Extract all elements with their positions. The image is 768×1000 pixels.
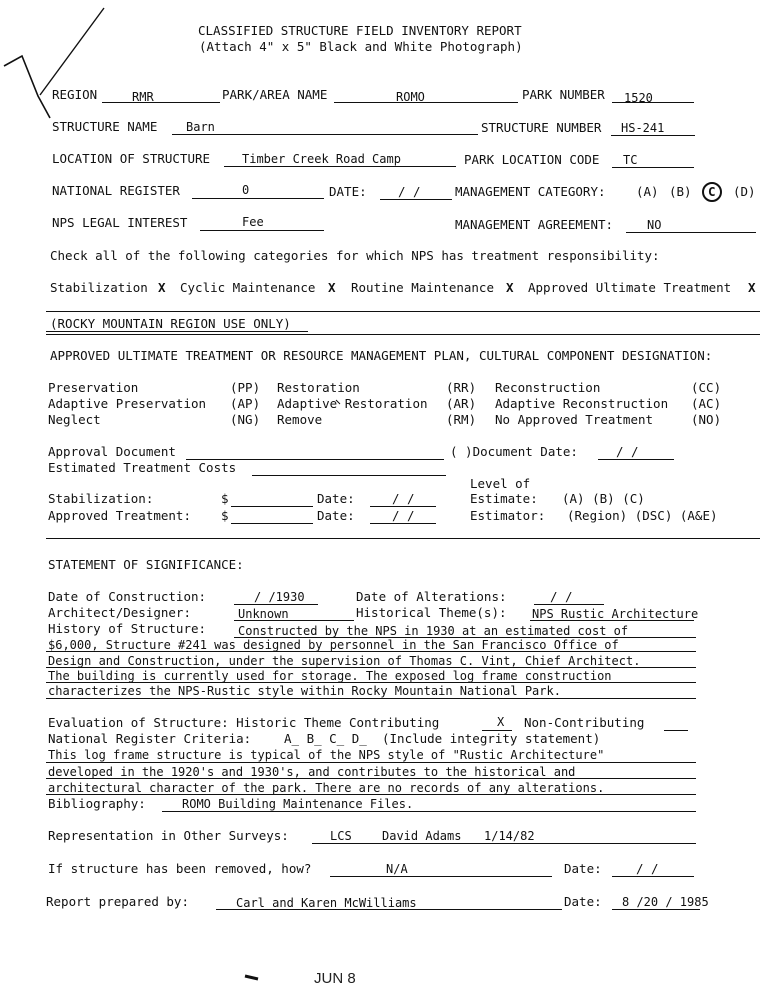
option-label: Adaptive Preservation	[48, 396, 207, 411]
dollar-sign: $	[221, 491, 229, 506]
alterations-date-value[interactable]: / /	[550, 589, 573, 604]
removed-date-value[interactable]: / /	[636, 861, 659, 876]
evaluation-text: This log frame structure is typical of the NPS style of "Rustic Architecture"	[48, 748, 605, 762]
option-label: Neglect	[48, 412, 101, 427]
criteria-label: National Register Criteria:	[48, 731, 252, 746]
structure-number-label: STRUCTURE NUMBER	[481, 120, 602, 135]
prepared-date-value[interactable]: 8 /20 / 1985	[622, 895, 709, 909]
location-value[interactable]: Timber Creek Road Camp	[242, 152, 401, 166]
estimated-costs-label: Estimated Treatment Costs	[48, 460, 237, 475]
approved-date-label: Date:	[317, 508, 355, 523]
mgmt-option-a[interactable]: (A)	[636, 184, 659, 199]
option-code[interactable]: (RR)	[446, 380, 477, 395]
check-cyclic-label: Cyclic Maintenance	[180, 280, 316, 295]
management-agreement-value[interactable]: NO	[647, 218, 662, 232]
mgmt-option-b[interactable]: (B)	[669, 184, 692, 199]
circled-c-icon	[703, 183, 721, 201]
management-category-label: MANAGEMENT CATEGORY:	[455, 184, 606, 199]
dollar-sign: $	[221, 508, 229, 523]
approved-date-value[interactable]: / /	[392, 508, 415, 523]
management-agreement-label: MANAGEMENT AGREEMENT:	[455, 217, 614, 232]
region-label: REGION	[52, 87, 98, 102]
significance-heading: STATEMENT OF SIGNIFICANCE:	[48, 557, 244, 572]
option-code[interactable]: (PP)	[230, 380, 261, 395]
estimator-options[interactable]: (Region) (DSC) (A&E)	[567, 508, 718, 523]
prepared-date-label: Date:	[564, 894, 602, 909]
history-line: $6,000, Structure #241 was designed by personnel in the San Francisco Office of	[48, 638, 619, 652]
document-date-value[interactable]: / /	[616, 444, 639, 459]
park-number-value[interactable]: 1520	[624, 91, 653, 105]
estimate-label: Estimate:	[470, 491, 538, 506]
construction-date-label: Date of Construction:	[48, 589, 207, 604]
prepared-by-label: Report prepared by:	[46, 894, 189, 909]
national-register-label: NATIONAL REGISTER	[52, 183, 180, 198]
history-line: Constructed by the NPS in 1930 at an estimated cost of	[238, 624, 629, 638]
check-stabilization-mark[interactable]: X	[158, 280, 166, 295]
received-stamp: JUN 8	[314, 970, 356, 987]
park-area-value[interactable]: ROMO	[396, 90, 425, 104]
criteria-note: (Include integrity statement)	[382, 731, 601, 746]
historical-theme-label: Historical Theme(s):	[356, 605, 507, 620]
option-code[interactable]: (AR)	[446, 396, 477, 411]
level-of-label: Level of	[470, 476, 531, 491]
option-label: Adaptive Reconstruction	[495, 396, 669, 411]
stabilization-date-value[interactable]: / /	[392, 491, 415, 506]
report-subtitle: (Attach 4" x 5" Black and White Photograph)	[199, 39, 523, 54]
evaluation-text: architectural character of the park. There are no records of any alterations.	[48, 781, 605, 795]
park-number-label: PARK NUMBER	[522, 87, 605, 102]
option-label: No Approved Treatment	[495, 412, 654, 427]
stabilization-cost-label: Stabilization:	[48, 491, 154, 506]
structure-name-value[interactable]: Barn	[186, 120, 215, 134]
date-label: DATE:	[329, 184, 367, 199]
structure-number-value[interactable]: HS-241	[621, 121, 665, 135]
check-stabilization-label: Stabilization	[50, 280, 148, 295]
region-value[interactable]: RMR	[132, 90, 154, 104]
option-code[interactable]: (NG)	[230, 412, 261, 427]
survey-date[interactable]: 1/14/82	[484, 829, 535, 843]
check-cyclic-mark[interactable]: X	[328, 280, 336, 295]
national-register-value[interactable]: 0	[242, 183, 250, 197]
historical-theme-value[interactable]: NPS Rustic Architecture	[532, 607, 699, 621]
option-code[interactable]: (AC)	[691, 396, 722, 411]
construction-date-value[interactable]: / /1930	[254, 590, 305, 604]
bibliography-label: Bibliography:	[48, 796, 146, 811]
legal-interest-value[interactable]: Fee	[242, 215, 264, 229]
evaluation-label: Evaluation of Structure: Historic Theme Contributing	[48, 715, 440, 730]
legal-interest-label: NPS LEGAL INTEREST	[52, 215, 188, 230]
history-line: The building is currently used for storage. The exposed log frame construction	[48, 669, 612, 683]
removed-label: If structure has been removed, how?	[48, 861, 312, 876]
option-label: Adaptive Restoration	[277, 396, 428, 411]
option-code[interactable]: (NO)	[691, 412, 722, 427]
option-code[interactable]: (CC)	[691, 380, 722, 395]
history-label: History of Structure:	[48, 621, 207, 636]
history-line: Design and Construction, under the supervision of Thomas C. Vint, Chief Architect.	[48, 654, 641, 668]
option-label: Preservation	[48, 380, 139, 395]
approved-treatment-cost-label: Approved Treatment:	[48, 508, 191, 523]
option-label: Reconstruction	[495, 380, 601, 395]
estimate-options[interactable]: (A) (B) (C)	[562, 491, 645, 506]
park-area-label: PARK/AREA NAME	[222, 87, 328, 102]
approval-document-label: Approval Document	[48, 444, 176, 459]
location-label: LOCATION OF STRUCTURE	[52, 151, 211, 166]
option-label: Remove	[277, 412, 323, 427]
document-date-label: ( )Document Date:	[450, 444, 578, 459]
check-approved-mark[interactable]: X	[748, 280, 756, 295]
surveys-label: Representation in Other Surveys:	[48, 828, 289, 843]
date-value[interactable]: / /	[398, 184, 421, 199]
approved-treatment-heading: APPROVED ULTIMATE TREATMENT OR RESOURCE MANAGEMENT PLAN, CULTURAL COMPONENT DESIGNATION:	[50, 348, 713, 363]
alterations-date-label: Date of Alterations:	[356, 589, 507, 604]
check-routine-label: Routine Maintenance	[351, 280, 494, 295]
contributing-mark[interactable]: X	[497, 715, 505, 729]
option-label: Restoration	[277, 380, 360, 395]
prepared-by-value[interactable]: Carl and Karen McWilliams	[236, 896, 417, 910]
architect-label: Architect/Designer:	[48, 605, 191, 620]
report-title: CLASSIFIED STRUCTURE FIELD INVENTORY REPORT	[198, 23, 522, 38]
survey-type[interactable]: LCS	[330, 829, 352, 843]
survey-author[interactable]: David Adams	[382, 829, 462, 843]
mgmt-option-c-circled[interactable]: C	[708, 184, 716, 199]
bibliography-value[interactable]: ROMO Building Maintenance Files.	[182, 797, 414, 811]
removed-date-label: Date:	[564, 861, 602, 876]
estimator-label: Estimator:	[470, 508, 546, 523]
check-routine-mark[interactable]: X	[506, 280, 514, 295]
park-location-code-value[interactable]: TC	[623, 153, 638, 167]
option-code[interactable]: (AP)	[230, 396, 261, 411]
option-code[interactable]: (RM)	[446, 412, 477, 427]
check-approved-label: Approved Ultimate Treatment	[528, 280, 732, 295]
non-contributing-label: Non-Contributing	[524, 715, 645, 730]
evaluation-text: developed in the 1920's and 1930's, and contributes to the historical and	[48, 765, 576, 779]
mgmt-option-d[interactable]: (D)	[733, 184, 756, 199]
criteria-options[interactable]: A_ B_ C_ D_	[284, 731, 367, 746]
stabilization-date-label: Date:	[317, 491, 355, 506]
rmr-heading: (ROCKY MOUNTAIN REGION USE ONLY)	[50, 316, 291, 331]
treatment-prompt: Check all of the following categories for which NPS has treatment responsibility:	[50, 248, 660, 263]
structure-name-label: STRUCTURE NAME	[52, 119, 158, 134]
architect-value[interactable]: Unknown	[238, 607, 289, 621]
corner-check-icon	[4, 56, 50, 118]
removed-value[interactable]: N/A	[386, 862, 408, 876]
history-line: characterizes the NPS-Rustic style within Rocky Mountain National Park.	[48, 684, 561, 698]
park-location-code-label: PARK LOCATION CODE	[464, 152, 600, 167]
